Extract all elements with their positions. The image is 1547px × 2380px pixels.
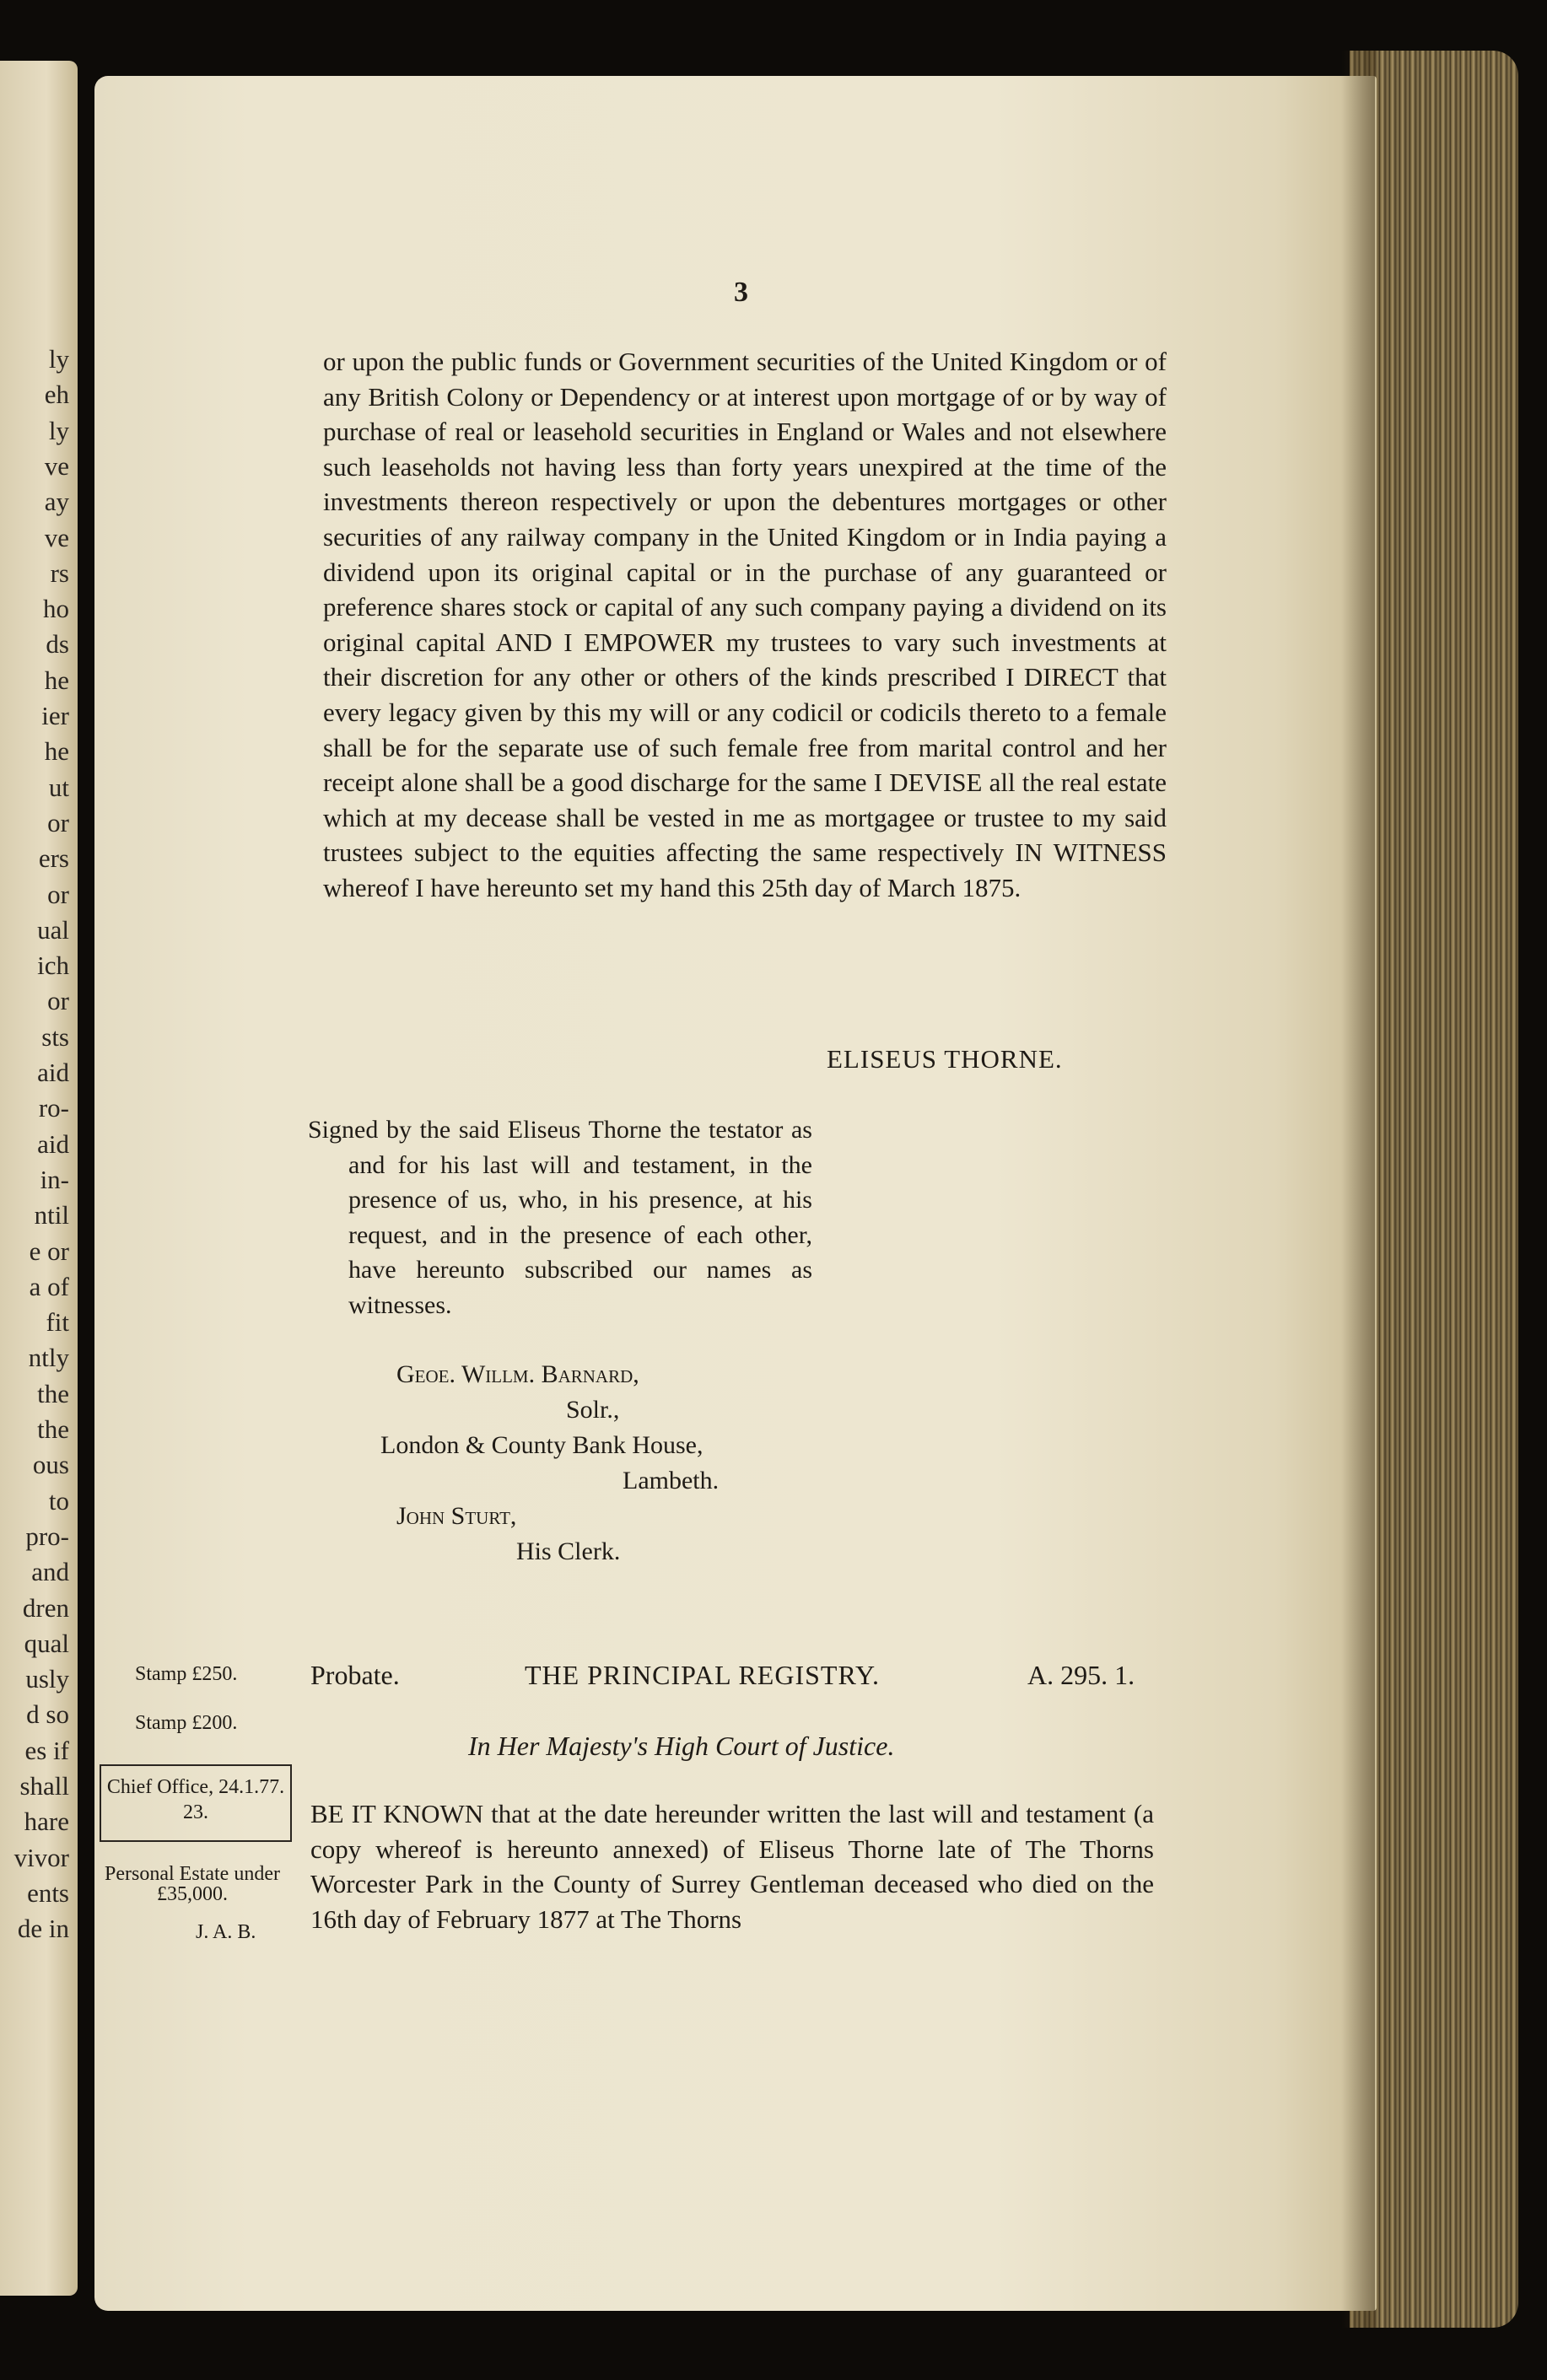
previous-page-line: ers — [38, 843, 69, 874]
previous-page-line: rs — [50, 557, 69, 588]
previous-page-line: ntly — [28, 1343, 69, 1373]
previous-page-line: fit — [46, 1307, 69, 1338]
testator-signature: ELISEUS THORNE. — [827, 1044, 1063, 1074]
attestation-clause: Signed by the said Eliseus Thorne the testator as and for his last will and testament, in the presence of us, who, in his presence, at his request, and in the presence of each other, have hereunto subscribed our names as witnesses. — [308, 1116, 812, 1319]
previous-page-line: eh — [44, 380, 69, 410]
previous-page-line: usly — [25, 1664, 69, 1694]
probate-label: Probate. — [310, 1660, 400, 1690]
previous-page-line: ents — [27, 1877, 69, 1908]
office-line-2: 23. — [183, 1801, 208, 1823]
previous-page-line: ut — [48, 772, 69, 802]
previous-page-line: ve — [44, 450, 69, 481]
previous-page-line: ich — [37, 950, 69, 981]
previous-page-line: to — [48, 1485, 69, 1516]
page-edge-shade — [1341, 51, 1375, 2328]
previous-page-line: dren — [22, 1592, 69, 1623]
previous-page-line: ous — [32, 1450, 69, 1480]
previous-page-line: or — [47, 879, 69, 909]
registry-reference: A. 295. 1. — [1027, 1660, 1135, 1690]
previous-page-line: ly — [48, 344, 69, 374]
previous-page-line: and — [31, 1557, 69, 1587]
previous-page-line: he — [44, 736, 69, 767]
stamp-note-2: Stamp £200. — [135, 1712, 238, 1734]
clerk-initials: J. A. B. — [196, 1921, 256, 1943]
previous-page-line: sts — [41, 1021, 69, 1052]
previous-page — [0, 61, 78, 2296]
previous-page-line: ds — [46, 629, 69, 660]
chief-office-box — [100, 1764, 292, 1842]
stamp-note-1: Stamp £250. — [135, 1663, 238, 1685]
previous-page-line: ho — [43, 594, 69, 624]
witness-place: Lambeth. — [623, 1467, 720, 1494]
previous-page-line: ual — [37, 914, 69, 945]
previous-page-line: hare — [24, 1807, 69, 1837]
previous-page-line: pro- — [25, 1521, 69, 1551]
previous-page-line: aid — [37, 1058, 69, 1087]
registry-heading: THE PRINCIPAL REGISTRY. — [525, 1660, 880, 1690]
estate-line-1: Personal Estate under — [105, 1863, 280, 1885]
estate-line-2: £35,000. — [157, 1883, 228, 1905]
previous-page-line: he — [44, 665, 69, 695]
previous-page-line: ro- — [38, 1093, 69, 1123]
probate-text: BE IT KNOWN that at the date hereunder written the last will and testament (a copy whereof is hereunto annexed) of Eliseus Thorne late of The Thorns Worcester Park in the County of Surrey Gentleman deceased who died on the 16th day of February 1877 at The Thorns — [310, 1799, 1154, 1934]
previous-page-line: aid — [37, 1128, 69, 1159]
witness-title-2: His Clerk. — [516, 1537, 621, 1565]
page-number: 3 — [734, 277, 748, 308]
previous-page-line: es if — [24, 1735, 69, 1765]
witness-name: Geoe. Willm. Barnard, — [396, 1360, 639, 1388]
previous-page-line: or — [47, 807, 69, 837]
previous-page-line: the — [37, 1378, 69, 1408]
previous-page-line: vivor — [13, 1842, 69, 1872]
will-text: or upon the public funds or Government securities of the United Kingdom or of any British Colony or Dependency or at interest upon mortgage of or by way of purchase of real or leasehold securities in England or Wales and not elsewhere such leaseholds not having less than forty years unexpired at the time of the investments thereon respectively or upon the debentures mortgages or other securities of any railway company in the United Kingdom or in India paying a dividend upon its original capital or in the purchase of any guaranteed or preference shares stock or capital of any such company paying a dividend on its original capital AND I EMPOWER my trustees to vary such investments at their discretion for any other or others of the kinds prescribed I DIRECT that every legacy given by this my will or any codicil or codicils thereto to a female shall be for the separate use of such female free from marital control and her receipt alone shall be a good discharge for the same I DEVISE all the real estate which at my decease shall be vested in me as mortgagee or trustee to my said trustees subject to the equities affecting the same respectively IN WITNESS whereof I have hereunto set my hand this 25th day of March 1875. — [323, 347, 1167, 902]
previous-page-line: e or — [29, 1236, 69, 1266]
previous-page-line: a of — [29, 1271, 69, 1301]
previous-page-line: the — [37, 1414, 69, 1444]
previous-page-line: ntil — [34, 1200, 69, 1230]
witness-name-2: John Sturt, — [396, 1502, 517, 1530]
witness-address: London & County Bank House, — [380, 1431, 703, 1459]
previous-page-line: de in — [17, 1914, 69, 1944]
court-heading: In Her Majesty's High Court of Justice. — [468, 1731, 895, 1761]
office-line-1: Chief Office, 24.1.77. — [106, 1776, 285, 1798]
personal-estate-note — [91, 1864, 294, 1904]
previous-page-line: shall — [19, 1771, 69, 1801]
previous-page-line: or — [47, 986, 69, 1016]
previous-page-line: ly — [48, 415, 69, 445]
previous-page-line: ve — [44, 522, 69, 552]
previous-page-line: ay — [44, 487, 69, 517]
witness-title: Solr., — [566, 1396, 620, 1424]
previous-page-line: ier — [41, 701, 69, 730]
previous-page-line: qual — [24, 1628, 69, 1658]
previous-page-line: in- — [40, 1164, 69, 1194]
previous-page-line: d so — [26, 1699, 69, 1730]
